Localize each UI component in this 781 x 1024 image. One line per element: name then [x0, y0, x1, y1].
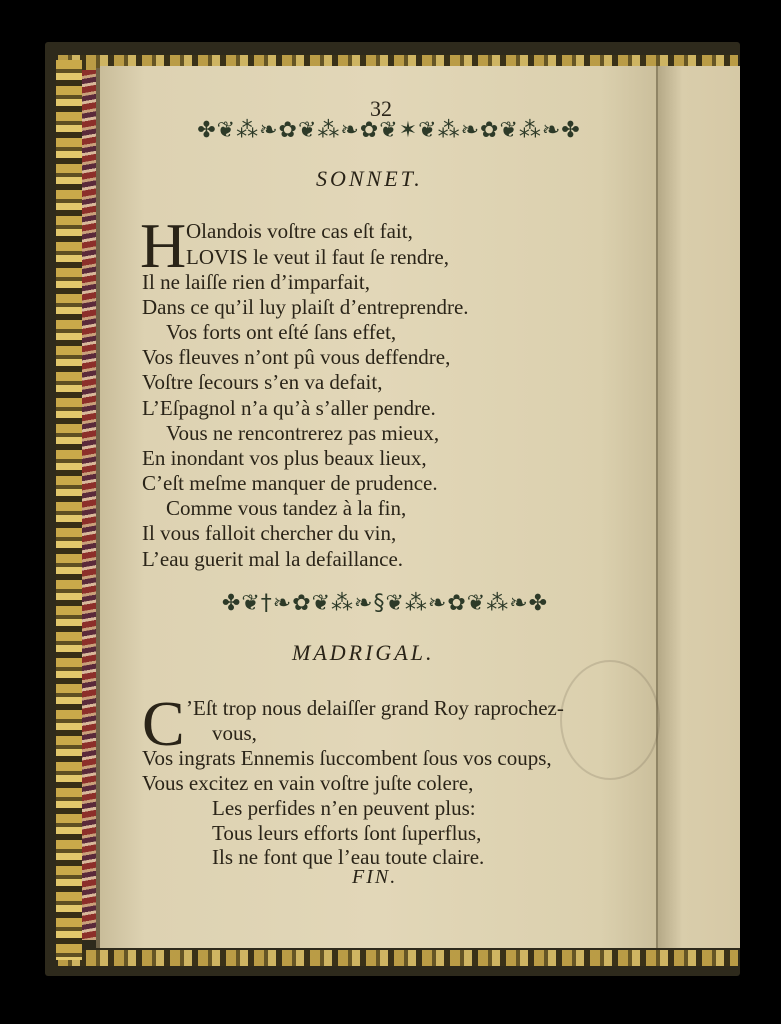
sonnet-line: Vos forts ont eſté ſans effet,	[166, 320, 397, 344]
madrigal-line: Vous excitez en vain voſtre juſte colere,	[142, 771, 474, 795]
sonnet-line: Comme vous tandez à la fin,	[166, 496, 407, 520]
madrigal-line: ’Eſt trop nous delaiſſer grand Roy raprochez-	[186, 696, 564, 720]
sonnet-line: Vous ne rencontrerez pas mieux,	[166, 421, 440, 445]
sonnet-line: Dans ce qu’il luy plaiſt d’entreprendre.	[142, 295, 469, 319]
gilt-border-left	[56, 60, 82, 960]
right-page-edge	[656, 66, 740, 948]
madrigal-line: vous,	[212, 721, 257, 745]
marbled-edge	[82, 70, 96, 940]
sonnet-line: Voſtre ſecours s’en va defait,	[142, 370, 383, 394]
sonnet-line: Olandois voſtre cas eſt fait,	[186, 219, 413, 243]
ornament-band-middle: ✤❦†❧✿❦⁂❧§❦⁂❧✿❦⁂❧✤	[221, 591, 549, 616]
madrigal-line: Vos ingrats Ennemis ſuccombent ſous vos coups,	[142, 746, 552, 770]
sonnet-line: Il ne laiſſe rien d’imparfait,	[142, 270, 370, 294]
sonnet-line: Il vous falloit chercher du vin,	[142, 521, 397, 545]
sonnet-line: Vos fleuves n’ont pû vous deffendre,	[142, 345, 451, 369]
sonnet-drop-cap: H	[140, 210, 187, 281]
madrigal-drop-cap: C	[142, 688, 185, 759]
sonnet-line: L’Eſpagnol n’a qu’à s’aller pendre.	[142, 396, 436, 420]
page-number: 32	[370, 96, 392, 121]
sonnet-title: SONNET.	[316, 166, 423, 191]
sonnet-line: LOVIS le veut il faut ſe rendre,	[186, 245, 449, 269]
ornament-band-top: ✤❦⁂❧✿❦⁂❧✿❦✶❦⁂❧✿❦⁂❧✤	[197, 118, 581, 143]
madrigal-line: Les perfides n’en peuvent plus:	[212, 796, 476, 820]
sonnet-line: C’eſt meſme manquer de prudence.	[142, 471, 438, 495]
end-text: FIN.	[352, 866, 398, 888]
madrigal-line: Tous leurs efforts ſont ſuperflus,	[212, 821, 482, 845]
gilt-border-bottom	[58, 950, 738, 966]
faded-stamp	[560, 660, 660, 780]
madrigal-title: MADRIGAL.	[292, 640, 435, 665]
sonnet-line: L’eau guerit mal la defaillance.	[142, 547, 404, 571]
sonnet-line: En inondant vos plus beaux lieux,	[142, 446, 427, 470]
madrigal-line: Ils ne font que l’eau toute claire.	[212, 845, 485, 869]
